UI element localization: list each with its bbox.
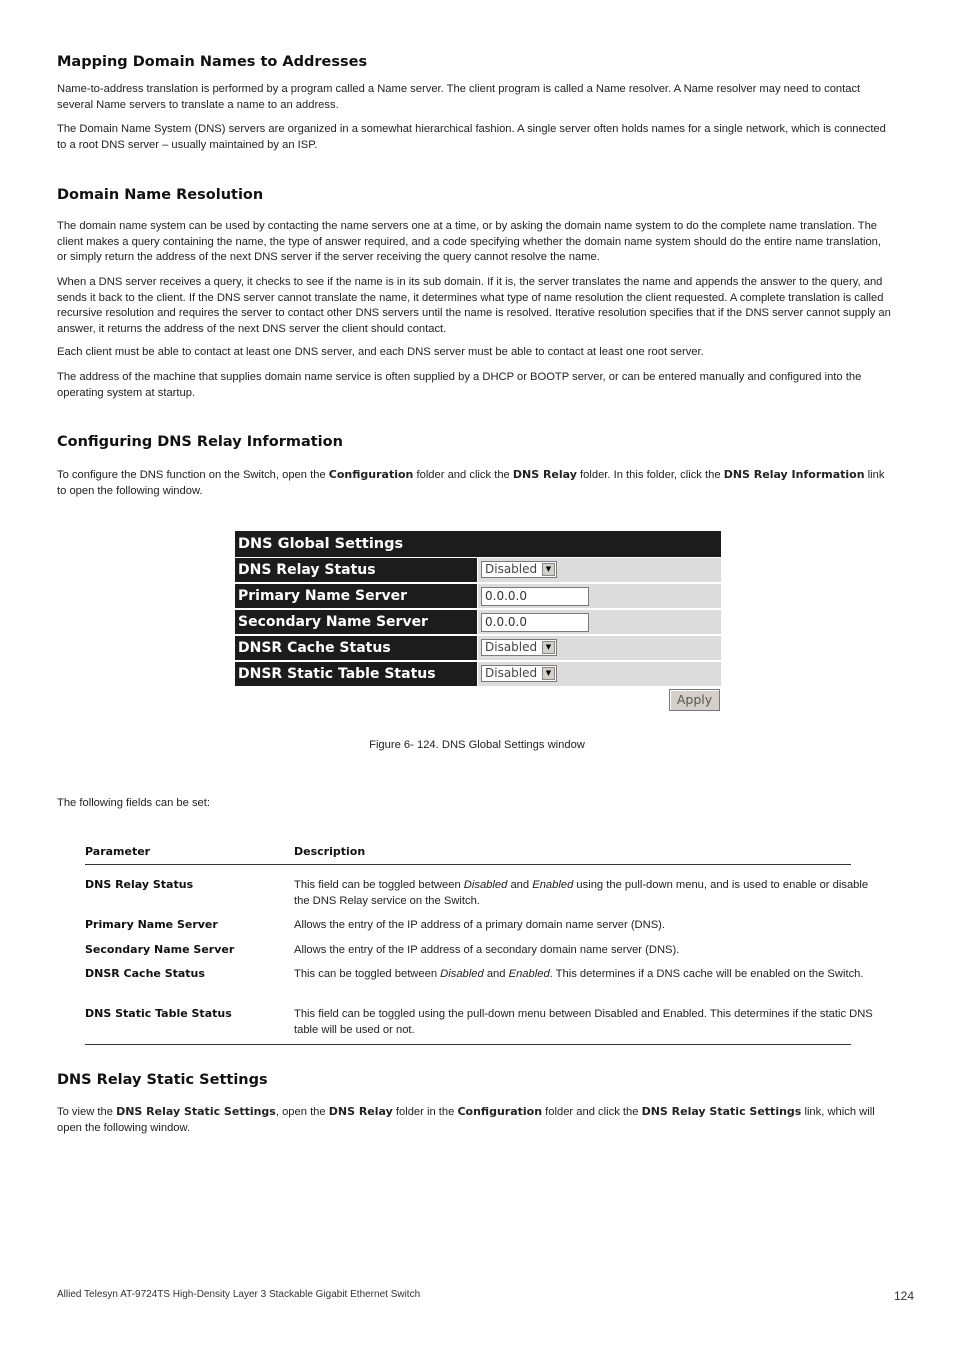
dns-relay-status-select[interactable]: Disabled ▼ xyxy=(481,561,557,578)
primary-name-server-input[interactable]: 0.0.0.0 xyxy=(481,587,589,606)
fields-intro: The following fields can be set: xyxy=(57,797,210,809)
paragraph-mapping-2: The Domain Name System (DNS) servers are organized in a somewhat hierarchical fashion. A single server often holds names for a single network, which is connected to a root DNS server – usually maintained by an ISP. xyxy=(57,123,886,151)
row-label: DNS Relay Status xyxy=(235,558,477,582)
paragraph-resolution-4: The address of the machine that supplies domain name service is often supplied by a DHCP or BOOTP server, or can be entered manually and configured into the operating system at startup. xyxy=(57,371,862,399)
footer-page-number: 124 xyxy=(893,1289,914,1303)
paragraph-mapping-1: Name-to-address translation is performed by a program called a Name server. The client program is called a Name resolver. A Name resolver may need to contact several Name servers to translate a name to an address. xyxy=(57,83,861,111)
heading-configuring: Configuring DNS Relay Information xyxy=(57,434,343,450)
row-label: DNSR Static Table Status xyxy=(235,662,477,686)
heading-resolution: Domain Name Resolution xyxy=(57,187,264,203)
table-header-rule xyxy=(85,864,851,865)
row-label: Primary Name Server xyxy=(235,584,477,608)
row-primary-name-server xyxy=(235,584,721,608)
window-title: DNS Global Settings xyxy=(235,531,721,557)
row-dns-relay-status xyxy=(235,558,721,582)
table-header-parameter: Parameter xyxy=(85,845,151,858)
row-label: DNSR Cache Status xyxy=(235,636,477,660)
chevron-down-icon[interactable]: ▼ xyxy=(542,641,555,654)
chevron-down-icon[interactable]: ▼ xyxy=(542,563,555,576)
row-secondary-name-server xyxy=(235,610,721,634)
paragraph-resolution-3: Each client must be able to contact at least one DNS server, and each DNS server must be able to contact at least one root server. xyxy=(57,346,704,358)
paragraph-resolution-1: The domain name system can be used by contacting the name servers one at a time, or by asking the domain name system to do the complete name translation. The client makes a query containing the name, the type of answer required, and a code specifying whether the domain name system should do the entire name translation, or simply return the address of the next DNS server if the server receiving the query cannot resolve the name. xyxy=(57,220,882,264)
dnsr-static-table-status-select[interactable]: Disabled ▼ xyxy=(481,665,557,682)
paragraph-resolution-2: When a DNS server receives a query, it checks to see if the name is in its sub domain. If it is, the server translates the name and appends the answer to the query, and sends it back to the client. If the DNS server cannot translate the name, it determines what type of name resolution the client requested. A complete translation is called recursive resolution and requires the server to contact other DNS servers until the name is resolved. Iterative resolution specifies that if the DNS server cannot supply an answer, it returns the address of the next DNS server the client should contact. xyxy=(57,276,891,335)
row-label: Secondary Name Server xyxy=(235,610,477,634)
secondary-name-server-input[interactable]: 0.0.0.0 xyxy=(481,613,589,632)
paragraph-static-settings: To view the DNS Relay Static Settings, open the DNS Relay folder in the Configuration folder and click the DNS Relay Static Settings link, which will open the following window. xyxy=(57,1105,875,1134)
table-bottom-rule xyxy=(85,1044,851,1045)
figure-caption: Figure 6- 124. DNS Global Settings window xyxy=(369,739,585,751)
footer-product-name: Allied Telesyn AT-9724TS High-Density Layer 3 Stackable Gigabit Ethernet Switch xyxy=(57,1289,421,1300)
apply-button[interactable]: Apply xyxy=(669,689,720,711)
dns-global-settings-window xyxy=(235,531,721,713)
table-header-description: Description xyxy=(294,845,366,858)
chevron-down-icon[interactable]: ▼ xyxy=(542,667,555,680)
dnsr-cache-status-select[interactable]: Disabled ▼ xyxy=(481,639,557,656)
row-dnsr-static-table-status xyxy=(235,662,721,686)
row-dnsr-cache-status xyxy=(235,636,721,660)
heading-mapping: Mapping Domain Names to Addresses xyxy=(57,54,368,70)
heading-static-settings: DNS Relay Static Settings xyxy=(57,1072,268,1088)
paragraph-configuring: To configure the DNS function on the Switch, open the Configuration folder and click the DNS Relay folder. In this folder, click the DNS Relay Information link to open the following window. xyxy=(57,468,885,497)
